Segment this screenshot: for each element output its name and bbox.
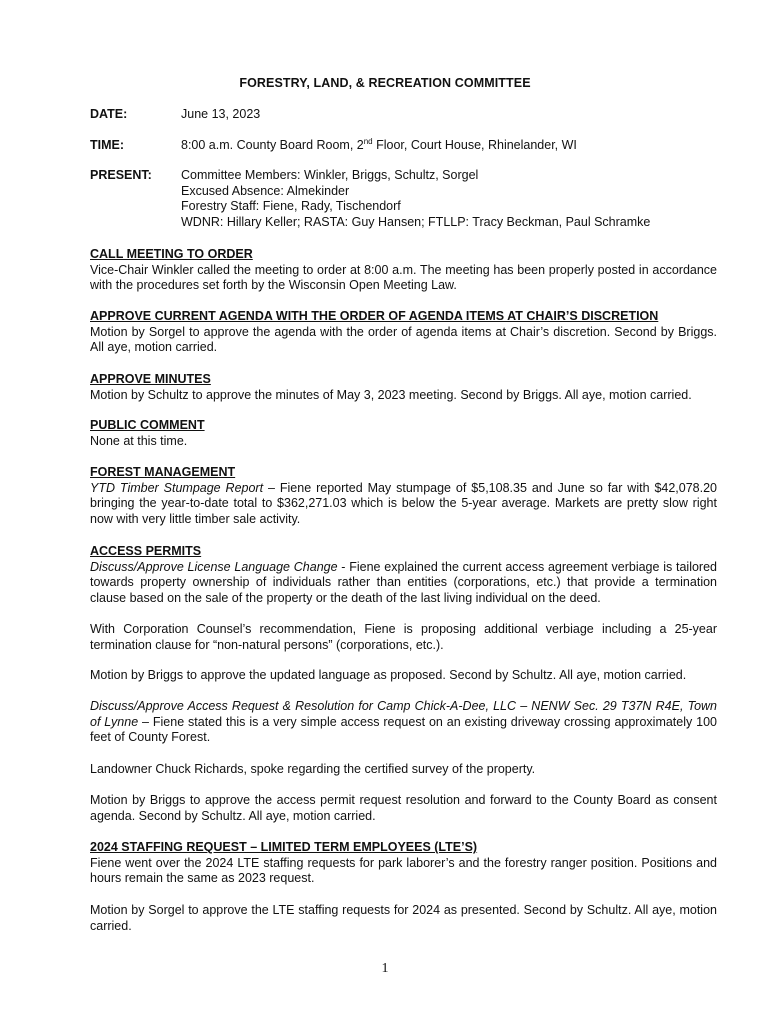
- section-text: None at this time.: [90, 433, 188, 448]
- present-line: Excused Absence: Almekinder: [181, 183, 350, 198]
- present-label: PRESENT:: [90, 168, 152, 182]
- section-access-permits: [90, 544, 717, 606]
- access-paragraph: Motion by Briggs to approve the access permit request resolution and forward to the County Board as consent agenda. Second by Schultz. All aye, motion carried.: [90, 793, 717, 823]
- section-text: Motion by Schultz to approve the minutes of May 3, 2023 meeting. Second by Briggs. All aye, motion carried.: [90, 387, 692, 402]
- time-value: 8:00 a.m. County Board Room, 2nd Floor, Court House, Rhinelander, WI: [181, 137, 577, 152]
- document-title: FORESTRY, LAND, & RECREATION COMMITTEE: [239, 76, 531, 90]
- section-heading: APPROVE MINUTES: [90, 372, 211, 386]
- present-line: Forestry Staff: Fiene, Rady, Tischendorf: [181, 199, 401, 213]
- section-staffing-request: [90, 840, 717, 887]
- access-paragraph: Motion by Briggs to approve the updated language as proposed. Second by Schultz. All aye, motion carried.: [90, 668, 687, 682]
- present-list: [181, 168, 650, 230]
- section-heading: PUBLIC COMMENT: [90, 418, 205, 432]
- section-heading: ACCESS PERMITS: [90, 544, 202, 558]
- section-heading: CALL MEETING TO ORDER: [90, 247, 253, 261]
- section-public-comment: [90, 418, 717, 449]
- access-paragraph: With Corporation Counsel’s recommendation, Fiene is proposing additional verbiage including a 25-year termination clause for “non-natural persons” (corporations, etc.).: [90, 622, 717, 652]
- section-heading: FOREST MANAGEMENT: [90, 465, 236, 479]
- section-text: YTD Timber Stumpage Report – Fiene reported May stumpage of $5,108.35 and June so far with $42,078.20 bringing the year-to-date total to $362,271.03 which is below the 5-year average. Markets are pretty slow right now with very little timber sale activity.: [90, 480, 718, 526]
- section-heading: APPROVE CURRENT AGENDA WITH THE ORDER OF AGENDA ITEMS AT CHAIR’S DISCRETION: [90, 309, 659, 323]
- section-approve-agenda: [90, 309, 717, 356]
- page-number: 1: [381, 961, 389, 976]
- access-paragraph: Discuss/Approve Access Request & Resolution for Camp Chick-A-Dee, LLC – NENW Sec. 29 T37N R4E, Town of Lynne – Fiene stated this is a very simple access request on an existing driveway crossing approximately 100 feet of County Forest.: [90, 699, 717, 744]
- section-text: Vice-Chair Winkler called the meeting to order at 8:00 a.m. The meeting has been properly posted in accordance with the procedures set forth by the Wisconsin Open Meeting Law.: [90, 262, 717, 292]
- section-approve-minutes: [90, 372, 717, 403]
- date-value: June 13, 2023: [181, 107, 261, 121]
- staffing-paragraph: Motion by Sorgel to approve the LTE staffing requests for 2024 as presented. Second by Schultz. All aye, motion carried.: [90, 903, 717, 933]
- section-text: Motion by Sorgel to approve the agenda with the order of agenda items at Chair’s discretion. Second by Briggs. All aye, motion carried.: [90, 324, 717, 354]
- section-call-to-order: [90, 247, 717, 294]
- date-label: DATE:: [90, 107, 128, 121]
- time-label: TIME:: [90, 138, 125, 152]
- access-paragraph: Landowner Chuck Richards, spoke regarding the certified survey of the property.: [90, 762, 536, 776]
- section-text: Discuss/Approve License Language Change - Fiene explained the current access agreement verbiage is tailored towards property ownership of individuals rather than entities (corporations, etc.) that provide a termination clause based on the sale of the property or the death of the last living individual on the deed.: [90, 559, 717, 605]
- present-line: WDNR: Hillary Keller; RASTA: Guy Hansen; FTLLP: Tracy Beckman, Paul Schramke: [181, 214, 651, 229]
- section-heading: 2024 STAFFING REQUEST – LIMITED TERM EMPLOYEES (LTE’S): [90, 840, 478, 854]
- section-forest-management: [90, 465, 717, 527]
- section-text: Fiene went over the 2024 LTE staffing requests for park laborer’s and the forestry ranger position. Positions and hours remain the same as 2023 request.: [90, 855, 717, 885]
- present-line: Committee Members: Winkler, Briggs, Schultz, Sorgel: [181, 168, 479, 182]
